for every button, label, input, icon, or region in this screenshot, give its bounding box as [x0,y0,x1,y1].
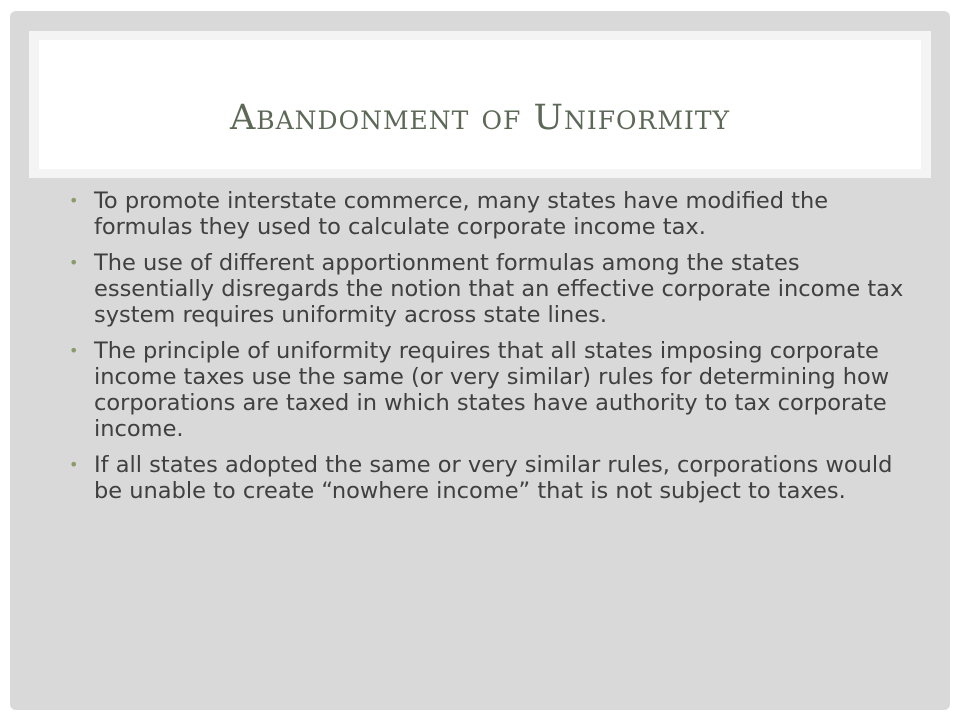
slide-title: Abandonment of Uniformity [229,98,731,138]
bullet-icon: • [69,455,79,474]
bullet-text: If all states adopted the same or very similar rules, corporations would be unable to create “nowhere income” that is not subject to taxes. [94,452,893,504]
bullet-icon: • [69,341,79,360]
bullet-text: To promote interstate commerce, many states have modified the formulas they used to calculate corporate income tax. [94,188,829,240]
title-panel [39,40,921,169]
bullet-list [69,188,906,514]
bullet-icon: • [69,191,79,210]
bullet-icon: • [69,253,79,272]
bullet-text: The use of different apportionment formulas among the states essentially disregards the notion that an effective corporate income tax system requires uniformity across state lines. [94,250,904,328]
slide [10,11,950,710]
title-frame [29,31,931,178]
bullet-item [69,452,906,504]
bullet-item [69,188,906,240]
bullet-item [69,250,906,328]
bullet-text: The principle of uniformity requires that all states imposing corporate income taxes use the same (or very similar) rules for determining how corporations are taxed in which states have authority to tax corporate income. [94,338,890,442]
bullet-item [69,338,906,442]
